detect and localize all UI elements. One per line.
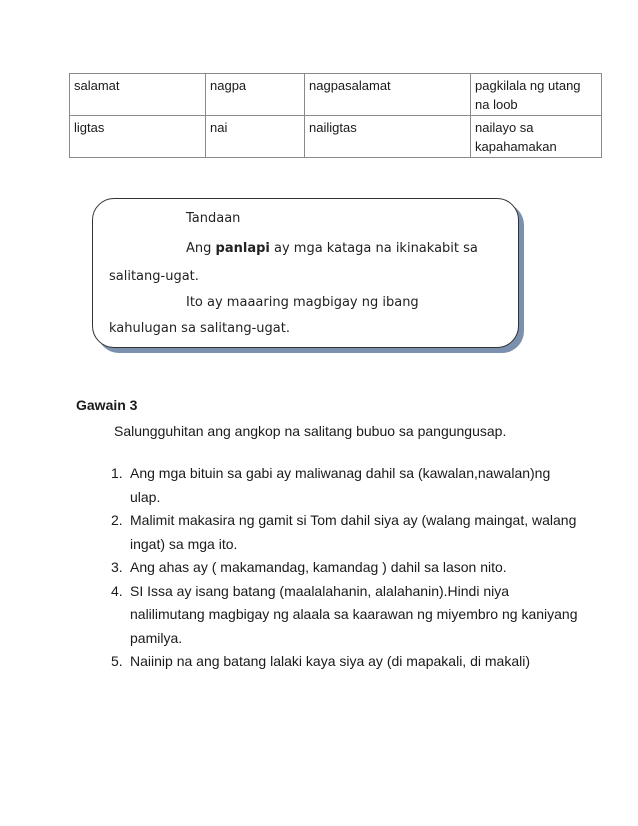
- table-cell: salamat: [70, 74, 206, 116]
- item-text: Malimit makasira ng gamit si Tom dahil siya ay (walang maingat, walang ingat) sa mga ito.: [130, 512, 577, 552]
- tandaan-note-box: [92, 198, 519, 348]
- note-text: Ang: [186, 241, 216, 256]
- vocabulary-table: [69, 73, 602, 158]
- note-keyword: panlapi: [215, 241, 270, 256]
- activity-instruction: Salungguhitan ang angkop na salitang bubuo sa pangungusap.: [114, 423, 507, 439]
- table-cell: nailigtas: [305, 116, 471, 158]
- note-line-1: [186, 241, 478, 256]
- item-number: 5.: [111, 653, 123, 669]
- note-title: Tandaan: [186, 211, 241, 226]
- item-text: Ang ahas ay ( makamandag, kamandag ) dahil sa lason nito.: [130, 559, 507, 575]
- list-item: [111, 650, 581, 674]
- table-row: [70, 116, 602, 158]
- table-row: [70, 74, 602, 116]
- table-cell: nailayo sa kapahamakan: [471, 116, 602, 158]
- table-cell: ligtas: [70, 116, 206, 158]
- note-line-3: Ito ay maaaring magbigay ng ibang: [186, 295, 419, 310]
- table-cell: nagpa: [206, 74, 305, 116]
- note-text: ay mga kataga na ikinakabit sa: [269, 241, 478, 256]
- activity-list: [111, 462, 581, 674]
- item-text: Ang mga bituin sa gabi ay maliwanag dahil sa (kawalan,nawalan)ng ulap.: [130, 465, 551, 505]
- list-item: [111, 462, 581, 509]
- item-number: 3.: [111, 559, 123, 575]
- item-number: 1.: [111, 465, 123, 481]
- list-item: [111, 580, 581, 651]
- table-cell: nagpasalamat: [305, 74, 471, 116]
- item-number: 4.: [111, 582, 123, 599]
- table-cell: pagkilala ng utang na loob: [471, 74, 602, 116]
- item-text: SI Issa ay isang batang (maalalahanin, alalahanin).Hindi niya nalilimutang magbigay ng alaala sa kaarawan ng miyembro ng kaniyang pamilya.: [130, 582, 578, 646]
- note-line-4: kahulugan sa salitang-ugat.: [109, 321, 290, 336]
- list-item: [111, 509, 581, 556]
- note-line-2: salitang-ugat.: [109, 269, 199, 284]
- list-item: [111, 556, 581, 580]
- table-cell: nai: [206, 116, 305, 158]
- activity-title: Gawain 3: [76, 397, 138, 413]
- item-number: 2.: [111, 512, 123, 528]
- item-text: Naiinip na ang batang lalaki kaya siya ay (di mapakali, di makali): [130, 653, 530, 669]
